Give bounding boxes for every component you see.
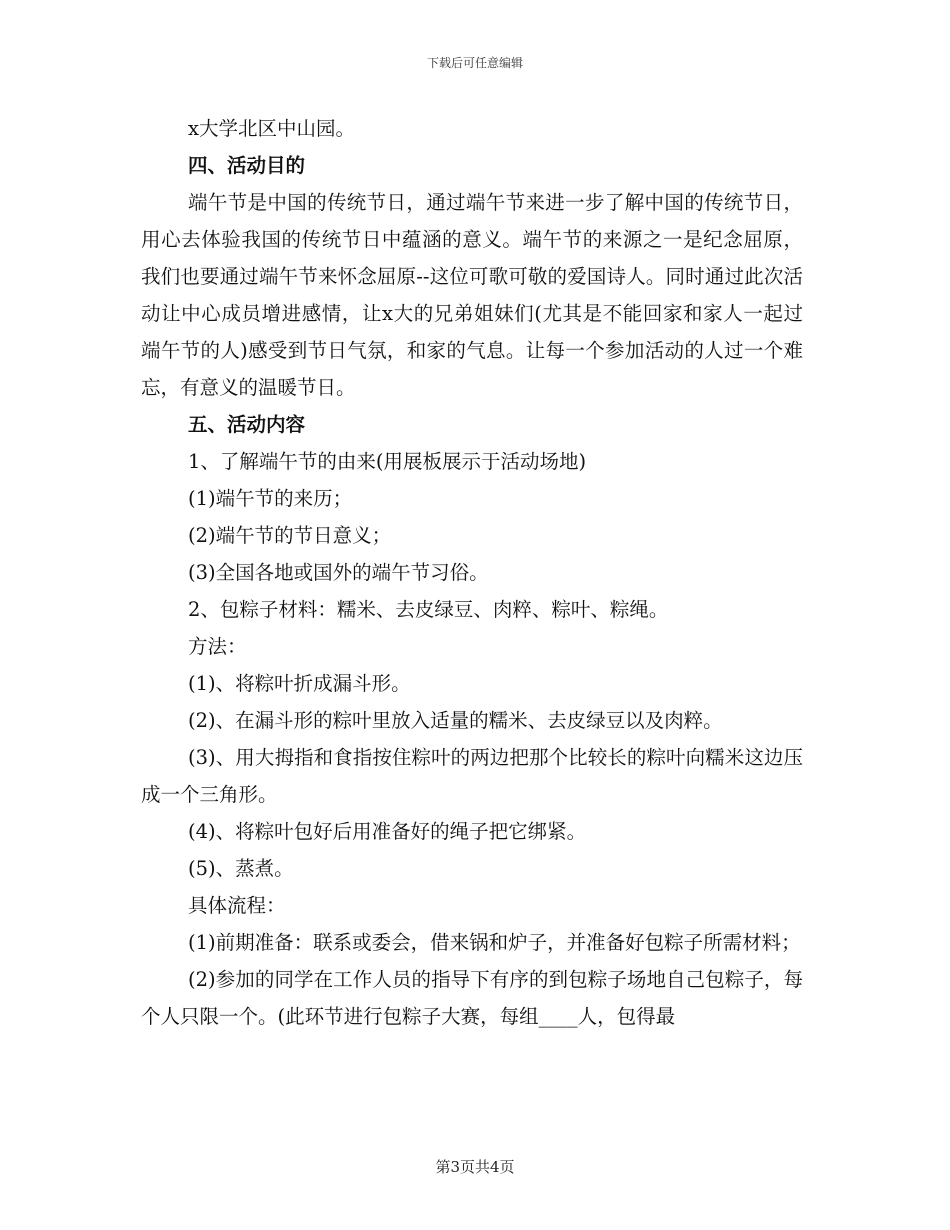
list-item: (3)全国各地或国外的端午节习俗。 — [188, 561, 489, 584]
list-item: 1、了解端午节的由来(用展板展示于活动场地) — [188, 450, 587, 473]
list-item: 2、包粽子材料：糯米、去皮绿豆、肉粹、粽叶、粽绳。 — [188, 598, 669, 621]
paragraph-purpose: 端午节是中国的传统节日，通过端午节来进一步了解中国的传统节日，用心去体验我国的传统节日中蕴涵的意义。端午节的来源之一是纪念屈原，我们也要通过端午节来怀念屈原--这位可歌可敬的爱国诗人。同时通过此次活动让中心成员增进感情，让x大的兄弟姐妹们(尤其是不能回家和家人一起过端午节的人)感受到节日气氛，和家的气息。让每一个参加活动的人过一个难忘，有意义的温暖节日。 — [141, 191, 803, 399]
list-item: 方法： — [188, 635, 247, 658]
list-item: (2)参加的同学在工作人员的指导下有序的到包粽子场地自己包粽子，每个人只限一个。(此环节进行包粽子大赛，每组____人，包得最 — [141, 968, 803, 1028]
list-item: (1)端午节的来历； — [188, 487, 353, 510]
list-item: (4)、将粽叶包好后用准备好的绳子把它绑紧。 — [188, 820, 587, 843]
list-item: (2)端午节的节日意义； — [188, 524, 392, 547]
heading-activity-purpose: 四、活动目的 — [188, 154, 306, 177]
list-item: (1)前期准备：联系或委会，借来锅和炉子，并准备好包粽子所需材料； — [188, 931, 801, 954]
page-header: 下载后可任意编辑 — [426, 56, 523, 70]
document-body — [141, 110, 803, 1035]
paragraph-location: x大学北区中山园。 — [188, 117, 355, 140]
list-item: (2)、在漏斗形的粽叶里放入适量的糯米、去皮绿豆以及肉粹。 — [188, 709, 723, 732]
page-footer: 第3页共4页 — [435, 1158, 515, 1176]
heading-activity-content: 五、活动内容 — [188, 413, 306, 436]
list-item: (3)、用大拇指和食指按住粽叶的两边把那个比较长的粽叶向糯米这边压成一个三角形。 — [141, 746, 803, 806]
list-item: (5)、蒸煮。 — [188, 857, 294, 880]
list-item: 具体流程： — [188, 894, 286, 917]
list-item: (1)、将粽叶折成漏斗形。 — [188, 672, 411, 695]
